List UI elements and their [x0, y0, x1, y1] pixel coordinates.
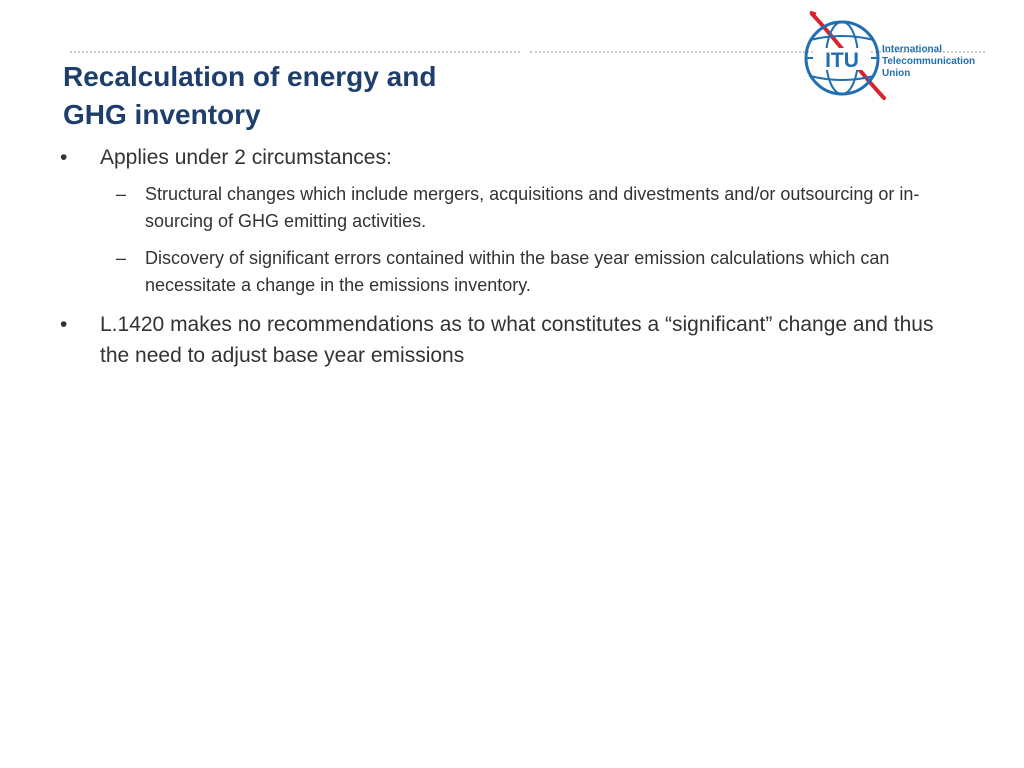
itu-logo-mark: ITU [825, 49, 859, 72]
itu-logo-line-2: Telecommunication [882, 56, 976, 67]
bullet-text: Applies under 2 circumstances: [100, 146, 392, 169]
bullet-marker: • [60, 146, 68, 169]
sub-bullet-marker: – [116, 184, 127, 204]
sub-bullet-item [60, 181, 960, 235]
bullet-marker: • [60, 313, 68, 336]
itu-logo-graphic [800, 10, 990, 105]
bullet-item [60, 309, 960, 371]
slide-title-line-2: GHG inventory [63, 99, 261, 130]
slide-body [60, 142, 960, 385]
sub-bullet-marker: – [116, 248, 127, 268]
sub-bullet-text: Structural changes which include mergers, acquisitions and divestments and/or outsourcing or in-sourcing of GHG emitting activities. [145, 184, 920, 231]
header-divider-left [70, 51, 520, 53]
slide-title-line-1: Recalculation of energy and [63, 61, 437, 92]
sub-bullet-list [60, 181, 960, 299]
bullet-text: L.1420 makes no recommendations as to what constitutes a “significant” change and thus the need to adjust base year emissions [100, 313, 934, 367]
itu-logo-line-1: International [882, 44, 943, 55]
itu-logo [800, 10, 990, 105]
slide-title [63, 58, 583, 134]
itu-logo-line-3: Union [882, 68, 911, 79]
bullet-item [60, 142, 960, 173]
sub-bullet-item [60, 245, 960, 299]
sub-bullet-text: Discovery of significant errors contained within the base year emission calculations which can necessitate a change in the emissions inventory. [145, 248, 890, 295]
